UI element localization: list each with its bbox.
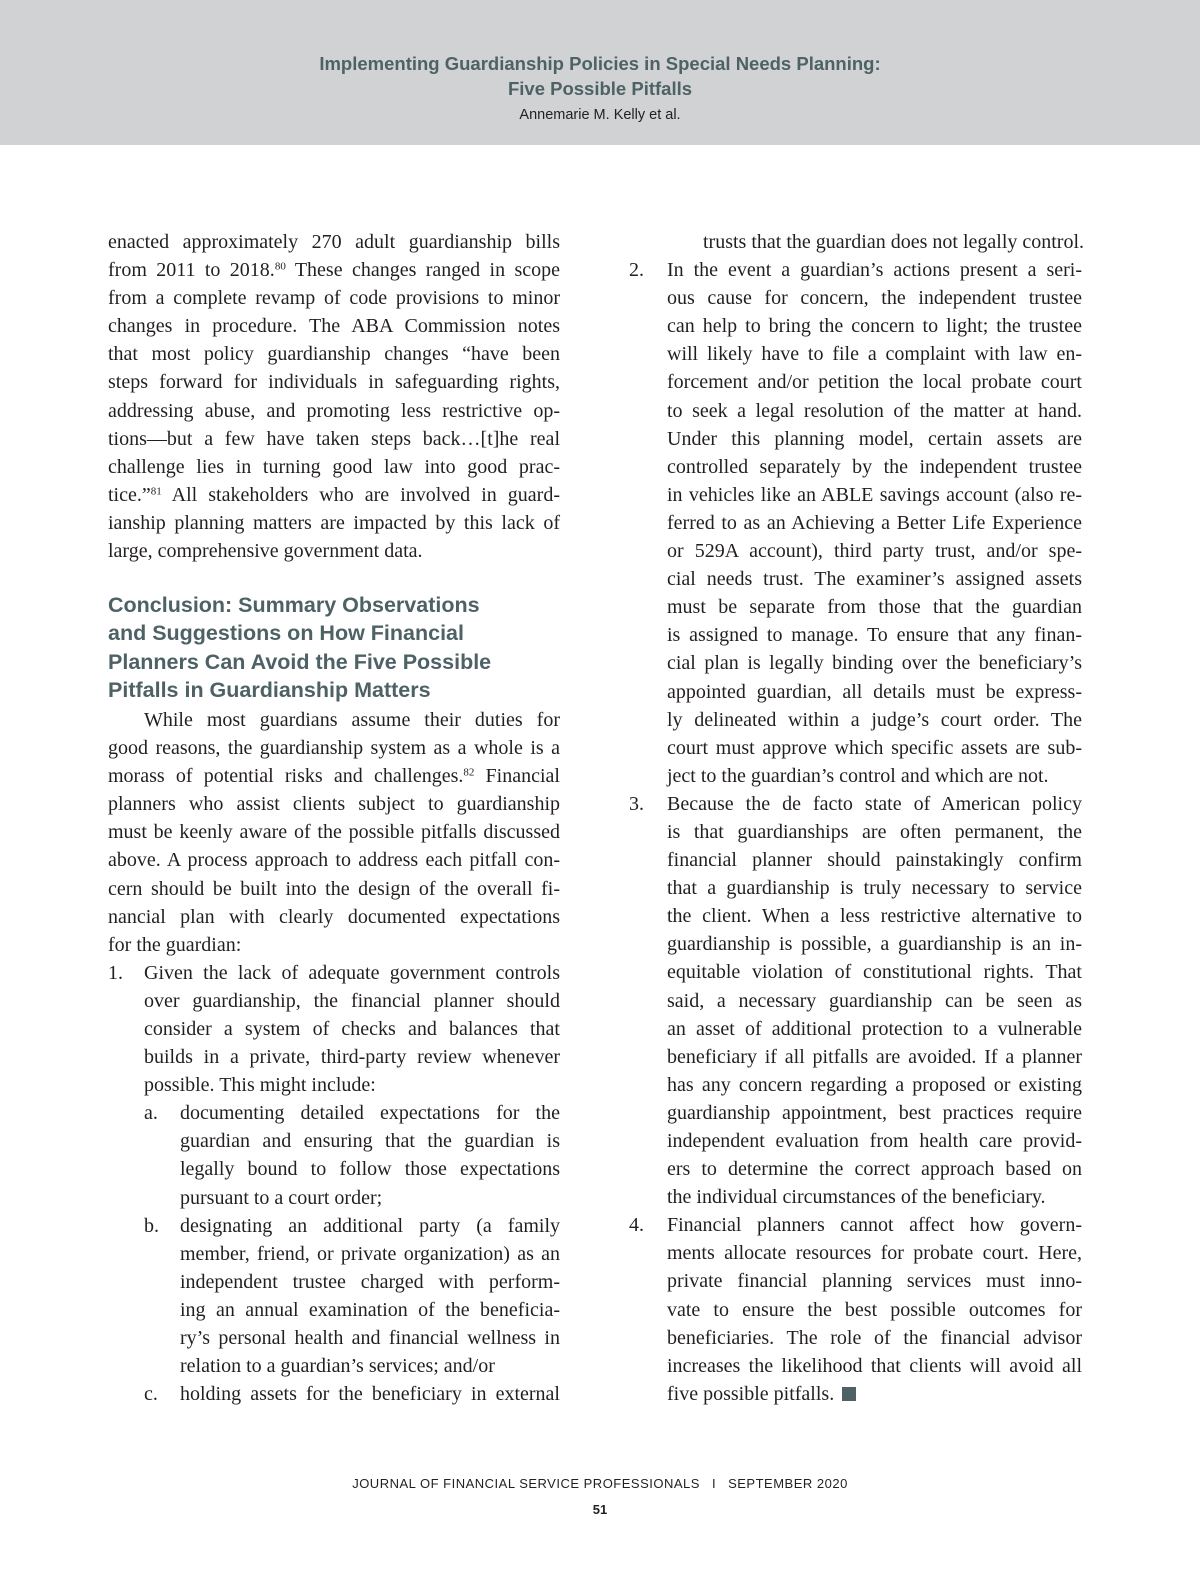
body-line: good reasons, the guardianship system as a whole is a	[108, 737, 560, 760]
body-line: over guardianship, the financial planner should	[144, 989, 560, 1012]
body-line: guardianship is possible, a guardianship is an in-	[667, 933, 1082, 956]
body-line: private financial planning services must inno-	[667, 1270, 1082, 1293]
body-line: five possible pitfalls.	[629, 1380, 1082, 1408]
body-line: or 529A account), third party trust, and/or spe-	[667, 540, 1082, 563]
footnote-ref-81: 81	[150, 485, 162, 498]
body-line: from a complete revamp of code provisions to minor	[108, 287, 560, 310]
body-line: to seek a legal resolution of the matter at hand.	[667, 399, 1082, 422]
body-line: Under this planning model, certain assets are	[667, 427, 1082, 450]
sub-item-letter: c.	[144, 1383, 158, 1406]
body-line: said, a necessary guardianship can be seen as	[667, 989, 1082, 1012]
body-line: must be separate from those that the guardian	[667, 596, 1082, 619]
body-line: ferred to as an Achieving a Better Life Experience	[667, 511, 1082, 534]
heading-line: and Suggestions on How Financial	[108, 621, 464, 646]
body-line: beneficiaries. The role of the financial advisor	[667, 1326, 1082, 1349]
body-line: guardian and ensuring that the guardian is	[180, 1130, 560, 1153]
section-heading	[108, 591, 560, 704]
body-line: that a guardianship is truly necessary to service	[667, 877, 1082, 900]
body-line: cern should be built into the design of the overall fi-	[108, 877, 560, 900]
heading-line: Planners Can Avoid the Five Possible	[108, 649, 492, 674]
list-item-4: 4. Financial planners cannot affect how govern-	[629, 1211, 1082, 1239]
body-line: cial needs trust. The examiner’s assigned assets	[667, 568, 1082, 591]
body-line: guardianship appointment, best practices require	[667, 1101, 1082, 1124]
body-line: tice.”$^{81}$ All stakeholders who are involved in guard-	[108, 483, 560, 506]
sub-item-letter: b.	[144, 1214, 159, 1237]
body-line: ing an annual examination of the beneficia-	[180, 1298, 560, 1321]
body-line: financial planner should painstakingly confirm	[667, 849, 1082, 872]
body-line: is that guardianships are often permanent, the	[667, 820, 1082, 843]
article-title-line-1: Implementing Guardianship Policies in Special Needs Planning:	[319, 53, 881, 74]
footnote-ref-82: 82	[463, 766, 475, 779]
sub-item-b: b. designating an additional party (a family	[108, 1212, 560, 1240]
body-line: cial plan is legally binding over the beneficiary’s	[667, 652, 1082, 675]
body-line: large, comprehensive government data.	[108, 540, 423, 563]
body-line: ous cause for concern, the independent trustee	[667, 287, 1082, 310]
body-line: ry’s personal health and financial wellness in	[180, 1327, 560, 1349]
article-title-line-2: Five Possible Pitfalls	[507, 78, 693, 99]
body-line: ject to the guardian’s control and which are not.	[667, 764, 1049, 787]
footer-separator: I	[711, 1476, 717, 1491]
body-line: is assigned to manage. To ensure that any finan-	[667, 624, 1082, 647]
body-line: vate to ensure the best possible outcomes for	[667, 1298, 1082, 1321]
right-column	[629, 228, 1085, 1408]
body-line: nancial plan with clearly documented expectations	[108, 905, 560, 928]
body-line: ments allocate resources for probate court. Here,	[667, 1242, 1082, 1265]
body-line: will likely have to file a complaint with law en-	[667, 343, 1082, 366]
footer-journal	[0, 1476, 1200, 1491]
body-line: can help to bring the concern to light; the trustee	[667, 315, 1082, 338]
body-line: trusts that the guardian does not legally control.	[703, 231, 1085, 253]
page-number: 51	[592, 1502, 608, 1517]
body-line: independent evaluation from health care provid-	[667, 1130, 1082, 1152]
list-item-2: 2. In the event a guardian’s actions present a seri-	[629, 256, 1082, 284]
body-line: steps forward for individuals in safeguarding rights,	[108, 371, 560, 394]
body-line: While most guardians assume their duties for	[144, 708, 560, 731]
body-line: an asset of additional protection to a vulnerable	[667, 1017, 1082, 1040]
body-line: the individual circumstances of the beneficiary.	[667, 1186, 1046, 1209]
body-line: beneficiary if all pitfalls are avoided. If a planner	[667, 1045, 1082, 1068]
body-line: consider a system of checks and balances that	[144, 1017, 560, 1040]
article-author: Annemarie M. Kelly et al.	[519, 107, 681, 123]
list-item-1: 1. Given the lack of adequate government controls	[108, 959, 560, 987]
body-line: court must approve which specific assets are sub-	[667, 736, 1082, 759]
body-line: relation to a guardian’s services; and/or	[180, 1355, 495, 1378]
body-line: equitable violation of constitutional rights. That	[667, 961, 1082, 984]
body-line: that most policy guardianship changes “have been	[108, 343, 560, 366]
body-line: increases the likelihood that clients will avoid all	[667, 1354, 1082, 1377]
list-number: 3.	[629, 792, 644, 815]
body-line: ianship planning matters are impacted by this lack of	[108, 511, 560, 534]
footnote-ref-80: 80	[274, 260, 286, 273]
body-line: planners who assist clients subject to guardianship	[108, 793, 560, 816]
body-line: independent trustee charged with perform-	[180, 1270, 560, 1293]
body-line: addressing abuse, and promoting less restrictive op-	[108, 399, 560, 422]
list-number: 1.	[108, 961, 123, 984]
end-of-article-square-icon	[842, 1387, 856, 1401]
body-line: has any concern regarding a proposed or existing	[667, 1073, 1082, 1096]
sub-item-a: a. documenting detailed expectations for the	[108, 1099, 560, 1127]
heading-line: Conclusion: Summary Observations	[108, 593, 480, 618]
sub-item-letter: a.	[144, 1102, 158, 1125]
heading-line: Pitfalls in Guardianship Matters	[108, 677, 431, 702]
body-line: must be keenly aware of the possible pitfalls discussed	[108, 821, 560, 844]
issue-date: SEPTEMBER 2020	[728, 1476, 848, 1491]
body-line: from 2011 to 2018.80 These changes ranged in scope	[108, 259, 560, 282]
body-line: member, friend, or private organization) as an	[180, 1242, 560, 1265]
list-number: 4.	[629, 1214, 644, 1237]
body-line: forcement and/or petition the local probate court	[667, 371, 1082, 394]
sub-item-c: c. holding assets for the beneficiary in external	[108, 1380, 560, 1408]
body-line: above. A process approach to address each pitfall con-	[108, 849, 560, 872]
left-column	[108, 228, 560, 1408]
body-line: the client. When a less restrictive alternative to	[667, 905, 1082, 928]
body-line: possible. This might include:	[144, 1074, 376, 1097]
body-line: in vehicles like an ABLE savings account (also re-	[667, 483, 1082, 506]
list-item-3: 3. Because the de facto state of American policy	[629, 790, 1082, 818]
body-line: challenge lies in turning good law into good prac-	[108, 455, 560, 478]
body-line: appointed guardian, all details must be express-	[667, 680, 1082, 703]
body-line: ers to determine the correct approach based on	[667, 1158, 1082, 1181]
body-line: pursuant to a court order;	[180, 1186, 383, 1209]
body-line: controlled separately by the independent trustee	[667, 455, 1082, 478]
body-line: morass of potential risks and challenges.$^{82}$ Financial	[108, 765, 560, 788]
body-line: builds in a private, third-party review whenever	[144, 1046, 560, 1069]
body-line: ly delineated within a judge’s court order. The	[667, 708, 1082, 731]
list-number: 2.	[629, 259, 644, 282]
journal-name: JOURNAL OF FINANCIAL SERVICE PROFESSIONALS	[352, 1476, 700, 1491]
body-line: enacted approximately 270 adult guardianship bills	[108, 231, 560, 253]
body-line: for the guardian:	[108, 933, 242, 956]
body-line: changes in procedure. The ABA Commission notes	[108, 315, 560, 338]
body-line: tions—but a few have taken steps back…[t]he real	[108, 427, 560, 450]
body-line: legally bound to follow those expectations	[180, 1158, 560, 1181]
